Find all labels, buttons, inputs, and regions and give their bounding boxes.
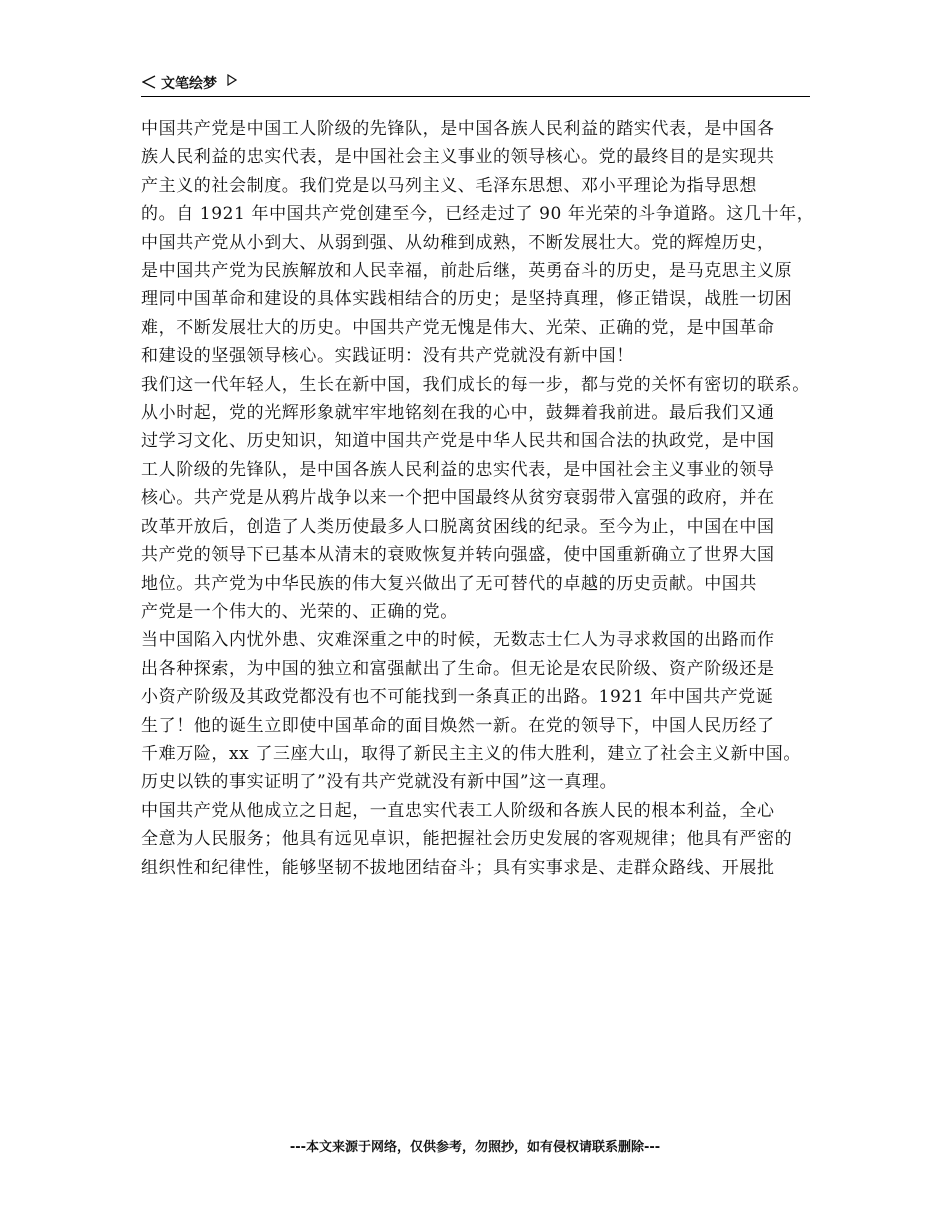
text-line: 历史以铁的事实证明了”没有共产党就没有新中国”这一真理。 [141, 772, 618, 793]
text-line: 出各种探索，为中国的独立和富强献出了生命。但无论是农民阶级、资产阶级还是 [141, 658, 775, 679]
text-line: 生了！他的诞生立即使中国革命的面目焕然一新。在党的领导下，中国人民历经了 [141, 715, 775, 736]
text-line: 共产党的领导下已基本从清末的衰败恢复并转向强盛，使中国重新确立了世界大国 [141, 545, 775, 566]
text-line: 族人民利益的忠实代表，是中国社会主义事业的领导核心。党的最终目的是实现共 [141, 147, 775, 168]
text-line: 改革开放后，创造了人类历使最多人口脱离贫困线的纪录。至今为止，中国在中国 [141, 516, 775, 537]
text-line: 产党是一个伟大的、光荣的、正确的党。 [141, 601, 458, 622]
paragraph [141, 371, 821, 627]
text-line: 是中国共产党为民族解放和人民幸福，前赴后继，英勇奋斗的历史，是马克思主义原 [141, 261, 793, 282]
left-triangle-icon [142, 75, 156, 89]
paragraph [141, 115, 821, 371]
text-line: 中国共产党从他成立之日起，一直忠实代表工人阶级和各族人民的根本利益，全心 [141, 800, 775, 821]
text-line: 和建设的坚强领导核心。实践证明：没有共产党就没有新中国！ [141, 346, 634, 367]
page-header [141, 70, 810, 97]
text-line: 我们这一代年轻人，生长在新中国，我们成长的每一步，都与党的关怀有密切的联系。 [141, 374, 810, 395]
footer-disclaimer: ---本文来源于网络，仅供参考，勿照抄，如有侵权请联系删除--- [289, 1140, 661, 1155]
text-line: 产主义的社会制度。我们党是以马列主义、毛泽东思想、邓小平理论为指导思想 [141, 175, 757, 196]
document-body [141, 115, 821, 882]
text-line: 难，不断发展壮大的历史。中国共产党无愧是伟大、光荣、正确的党，是中国革命 [141, 317, 775, 338]
text-line: 当中国陷入内忧外患、灾难深重之中的时候，无数志士仁人为寻求救国的出路而作 [141, 630, 775, 651]
text-line: 核心。共产党是从鸦片战争以来一个把中国最终从贫穷衰弱带入富强的政府，并在 [141, 488, 775, 509]
text-line: 工人阶级的先锋队，是中国各族人民利益的忠实代表，是中国社会主义事业的领导 [141, 459, 775, 480]
brand-title: 文笔绘梦 [161, 76, 217, 92]
text-line: 中国共产党从小到大、从弱到强、从幼稚到成熟，不断发展壮大。党的辉煌历史， [141, 232, 775, 253]
paragraph [141, 797, 821, 882]
paragraph [141, 626, 821, 796]
text-line: 过学习文化、历史知识，知道中国共产党是中华人民共和国合法的执政党，是中国 [141, 431, 775, 452]
text-line: 全意为人民服务；他具有远见卓识，能把握社会历史发展的客观规律；他具有严密的 [141, 829, 793, 850]
text-line: 组织性和纪律性，能够坚韧不拔地团结奋斗；具有实事求是、走群众路线、开展批 [141, 857, 775, 878]
text-line: 的。自 1921 年中国共产党创建至今，已经走过了 90 年光荣的斗争道路。这几十年， [141, 204, 815, 225]
right-triangle-icon [227, 74, 237, 86]
text-line: 理同中国革命和建设的具体实践相结合的历史；是坚持真理，修正错误，战胜一切困 [141, 289, 793, 310]
text-line: 地位。共产党为中华民族的伟大复兴做出了无可替代的卓越的历史贡献。中国共 [141, 573, 757, 594]
text-line: 从小时起，党的光辉形象就牢牢地铭刻在我的心中，鼓舞着我前进。最后我们又通 [141, 403, 775, 424]
text-line: 中国共产党是中国工人阶级的先锋队，是中国各族人民利益的踏实代表，是中国各 [141, 119, 775, 139]
text-line: 千难万险，xx 了三座大山，取得了新民主主义的伟大胜利，建立了社会主义新中国。 [141, 743, 801, 764]
text-line: 小资产阶级及其政党都没有也不可能找到一条真正的出路。1921 年中国共产党诞 [141, 687, 774, 708]
